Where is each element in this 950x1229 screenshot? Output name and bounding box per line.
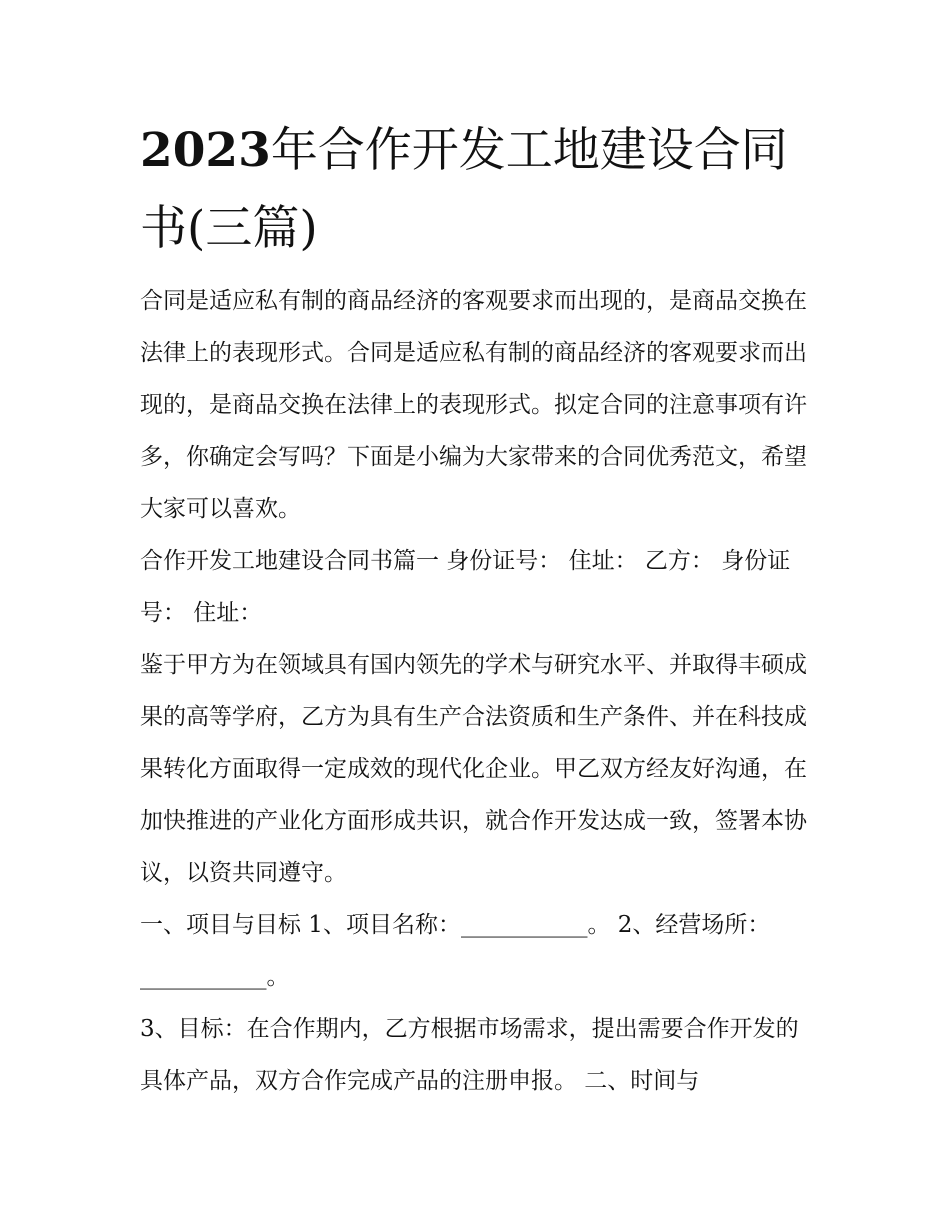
paragraph-recital: 鉴于甲方为在领域具有国内领先的学术与研究水平、并取得丰硕成果的高等学府，乙方为具有生产合法资质和生产条件、并在科技成果转化方面取得一定成效的现代化企业。甲乙双方经友好沟通，在加快推进的产业化方面形成共识，就合作开发达成一致，签署本协议，以资共同遵守。 [140, 652, 807, 886]
paragraph-target: 3、目标：在合作期内，乙方根据市场需求，提出需要合作开发的具体产品，双方合作完成产品的注册申报。 二、时间与 [140, 1016, 799, 1094]
paragraph-parties: 合作开发工地建设合同书篇一 身份证号： 住址： 乙方： 身份证号： 住址： [140, 548, 791, 626]
document-title [140, 112, 820, 268]
paragraph-project-goals: 一、项目与目标 1、项目名称：___________。 2、经营场所：___________。 [140, 912, 771, 990]
title-year: 2023 [140, 123, 271, 178]
document-body [140, 275, 815, 1107]
title-text: 年合作开发工地建设合同书(三篇) [140, 123, 788, 256]
paragraph-intro: 合同是适应私有制的商品经济的客观要求而出现的，是商品交换在法律上的表现形式。合同是适应私有制的商品经济的客观要求而出现的，是商品交换在法律上的表现形式。拟定合同的注意事项有许多，你确定会写吗？下面是小编为大家带来的合同优秀范文，希望大家可以喜欢。 [140, 288, 807, 522]
